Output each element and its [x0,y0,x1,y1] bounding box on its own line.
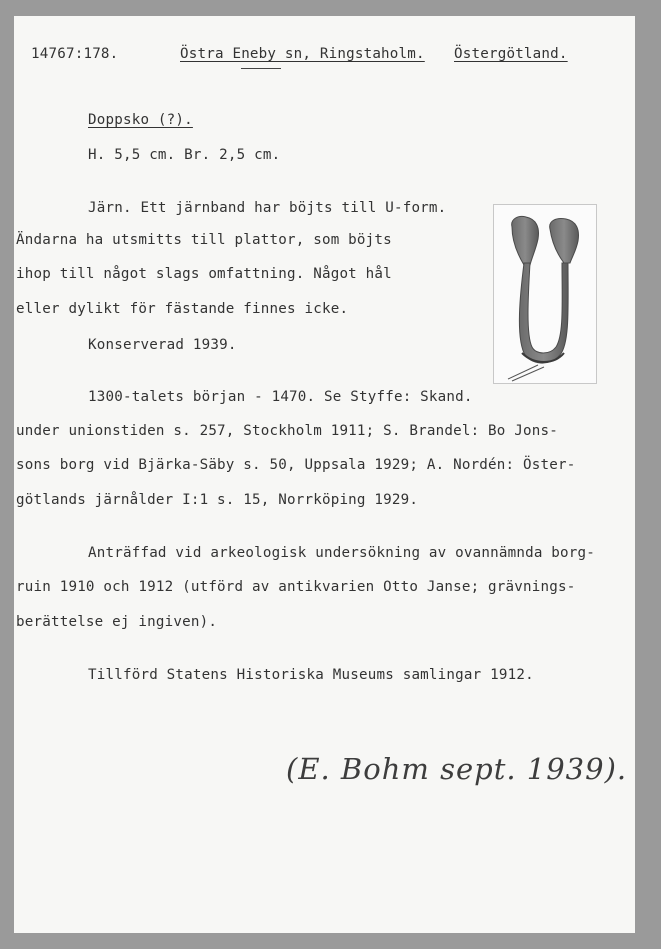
region-name: Östergötland. [454,46,568,62]
find-line: berättelse ej ingiven). [16,614,218,630]
object-name: Doppsko (?). [88,112,193,128]
description-line: ihop till något slags omfattning. Något hål [16,266,392,282]
place-name: Östra Eneby sn, Ringstaholm. [180,46,425,62]
find-line: Anträffad vid arkeologisk undersökning av ovannämnda borg- [88,545,596,561]
description-line: eller dylikt för fästande finnes icke. [16,301,349,317]
dating-line: under unionstiden s. 257, Stockholm 1911; S. Brandel: Bo Jons- [16,423,558,439]
dating-line: sons borg vid Bjärka-Säby s. 50, Uppsala 1929; A. Nordén: Öster- [16,457,576,473]
catalog-number: 14767:178. [31,46,119,62]
object-photo [493,204,597,384]
find-line: ruin 1910 och 1912 (utförd av antikvarien Otto Janse; grävnings- [16,579,576,595]
object-dimensions: H. 5,5 cm. Br. 2,5 cm. [88,147,281,163]
signature: (E. Bohm sept. 1939). [286,752,628,786]
conservation-note: Konserverad 1939. [88,337,237,353]
description-line: Ändarna ha utsmitts till plattor, som böjts [16,232,392,248]
dating-line: 1300-talets början - 1470. Se Styffe: Skand. [88,389,473,405]
catalog-card [14,16,635,933]
underline-mark [241,68,281,69]
description-line: Järn. Ett järnband har böjts till U-form. [88,200,447,216]
iron-u-shaped-ferrule-icon [494,205,596,383]
dating-line: götlands järnålder I:1 s. 15, Norrköping 1929. [16,492,419,508]
acquisition-note: Tillförd Statens Historiska Museums samlingar 1912. [88,667,534,683]
